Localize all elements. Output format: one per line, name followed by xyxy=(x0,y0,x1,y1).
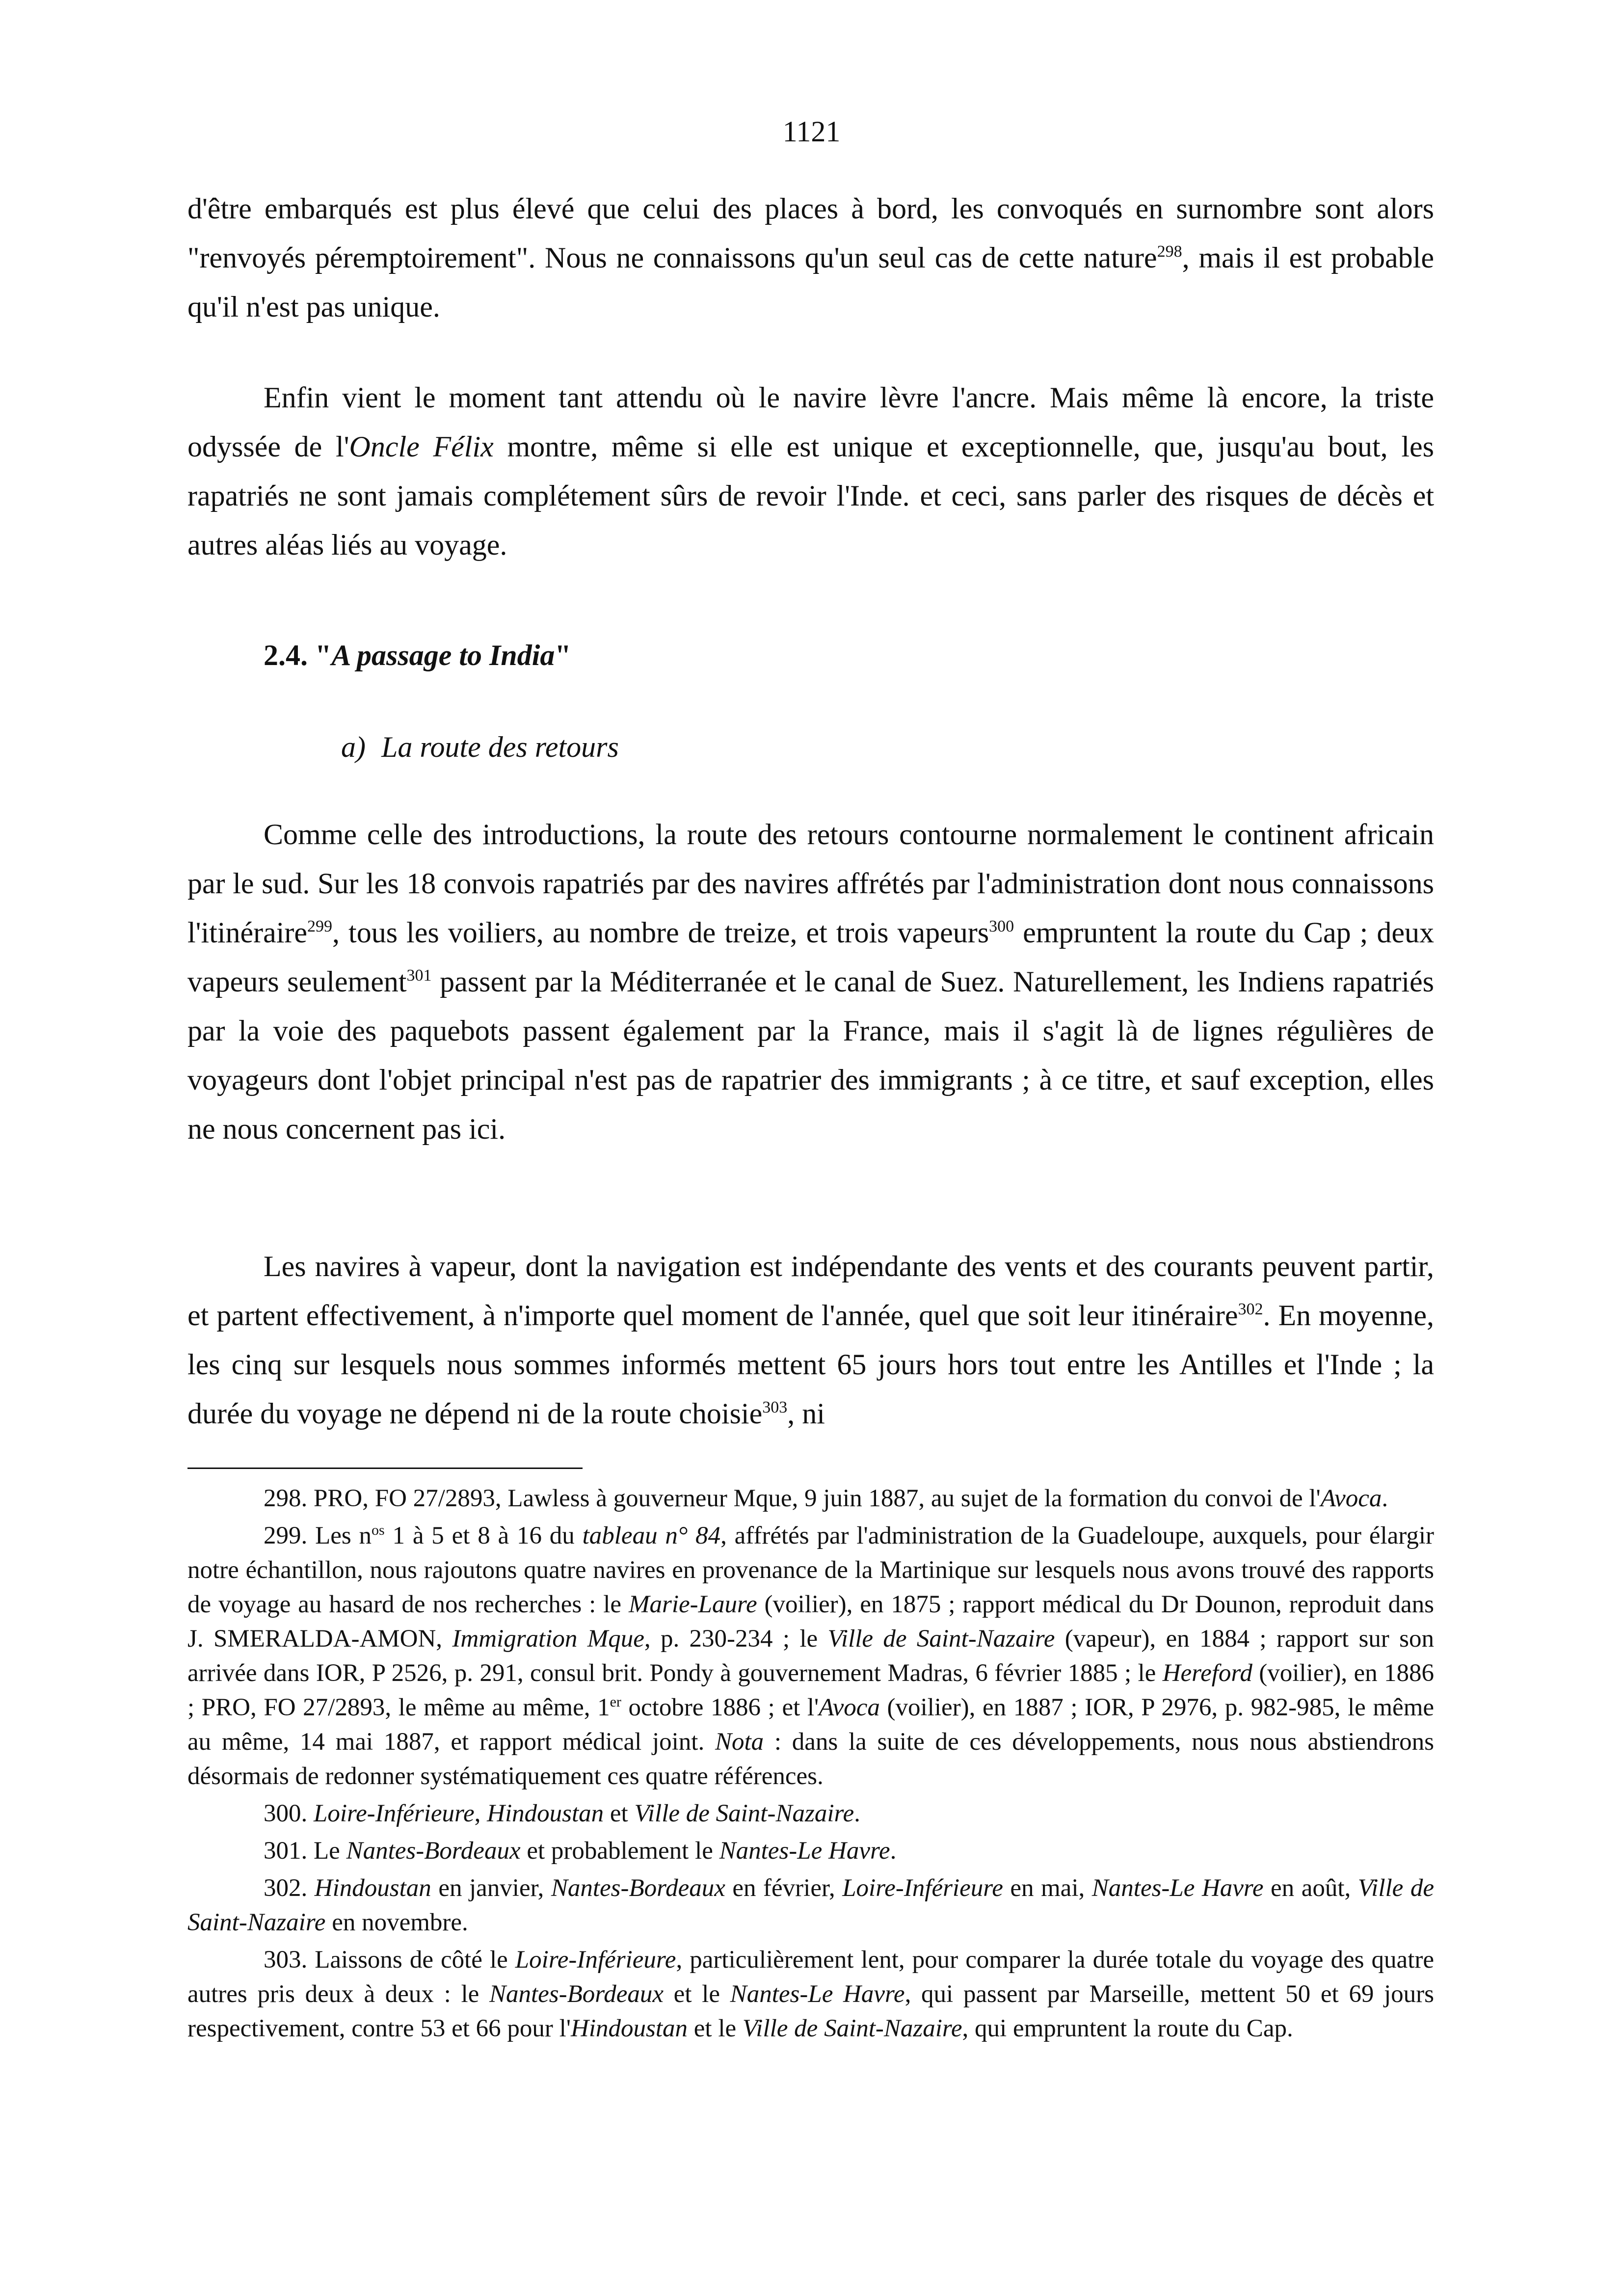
footnote-300 xyxy=(187,1796,1434,1831)
text-run: et le xyxy=(664,1980,730,2008)
ship-name: Ville de Saint-Nazaire xyxy=(827,1625,1055,1653)
text-run: Les navires à vapeur, dont la navigation est indépendante des vents et des courants peuvent partir, et partent effectivement, à n'importe quel moment de l'année, quel que soit leur itinéraire xyxy=(187,1250,1434,1332)
book-title: Immigration Mque xyxy=(452,1625,644,1653)
text-run: Comme celle des introductions, la route des retours contourne normalement le continent africain par le sud. Sur les 18 convois rapatriés par des navires affrétés par l'administration dont nous connaissons l'itinéraire xyxy=(187,818,1434,949)
ship-name: Hindoustan xyxy=(571,2015,688,2042)
text-run: 301. Le xyxy=(264,1837,346,1865)
text-run: (voilier), en 1875 ; rapport médical du Dr Dounon, reproduit dans J. SMERALDA-AMON, xyxy=(187,1591,1434,1653)
text-run: passent par la Méditerranée et le canal de Suez. Naturellement, les Indiens rapatriés par la voie des paquebots passent également par la France, mais il s'agit là de lignes régulières de voyageurs dont l'objet principal n'est pas de rapatrier des immigrants ; à ce titre, et sauf exception, elles ne nous concernent pas ici. xyxy=(187,965,1435,1145)
text-run: . En moyenne, les cinq sur lesquels nous sommes informés mettent 65 jours hors tout entre les Antilles et l'Inde ; la durée du voyage ne dépend ni de la route choisie xyxy=(187,1299,1434,1430)
footnote-ref-300[interactable]: 300 xyxy=(989,917,1014,935)
text-run: . xyxy=(1382,1485,1388,1512)
text-run: 303. Laissons de côté le xyxy=(264,1946,515,1974)
text-run: en janvier, xyxy=(431,1874,551,1902)
text-run: , xyxy=(474,1800,487,1827)
paragraph-navires xyxy=(187,1242,1434,1438)
text-run: , p. 230-234 ; le xyxy=(644,1625,828,1653)
text-run: en août, xyxy=(1263,1874,1358,1902)
ship-name: Ville de Saint-Nazaire xyxy=(742,2015,962,2042)
ship-name: Nantes-Bordeaux xyxy=(346,1837,521,1865)
text-run: d'être embarqués est plus élevé que celui des places à bord, les convoqués en surnombre sont alors "renvoyés péremptoirement". Nous ne connaissons qu'un seul cas de cette nature xyxy=(187,192,1434,274)
text-run: octobre 1886 ; et l' xyxy=(621,1694,819,1721)
ship-name: Nantes-Le Havre xyxy=(730,1980,905,2008)
paragraph-enfin xyxy=(187,373,1434,569)
paragraph-comme xyxy=(187,810,1434,1153)
text-run: 299. Les n xyxy=(264,1522,372,1549)
text-run: et le xyxy=(688,2015,743,2042)
ship-name: Nantes-Le Havre xyxy=(1091,1874,1264,1902)
text-run: empruntent la route du Cap ; deux vapeurs seulement xyxy=(187,916,1434,998)
footnote-ref-298[interactable]: 298 xyxy=(1157,242,1182,261)
table-reference: tableau n° 84 xyxy=(582,1522,721,1549)
text-run: (vapeur), en 1884 ; rapport sur son arrivée dans IOR, P 2526, p. 291, consul brit. Pondy à gouvernement Madras, 6 février 1885 ; le xyxy=(187,1625,1434,1687)
ship-name: Hereford xyxy=(1162,1659,1252,1687)
footnote-ref-303[interactable]: 303 xyxy=(762,1398,788,1416)
ship-name: Hindoustan xyxy=(487,1800,604,1827)
page-number: 1121 xyxy=(782,115,841,148)
subsection-label: a) xyxy=(341,731,366,763)
text-run: , particulièrement lent, pour comparer la durée totale du voyage des quatre autres pris deux à deux : le xyxy=(187,1946,1434,2008)
ship-name: Marie-Laure xyxy=(629,1591,757,1618)
text-run: (voilier), en 1886 ; PRO, FO 27/2893, le même au même, 1 xyxy=(187,1659,1434,1721)
ship-name: Loire-Inférieure xyxy=(842,1874,1003,1902)
ship-name: Nantes-Le Havre xyxy=(719,1837,890,1865)
footnote-298 xyxy=(187,1481,1434,1516)
text-run: 302. xyxy=(264,1874,315,1902)
text-run: 298. PRO, FO 27/2893, Lawless à gouverneur Mque, 9 juin 1887, au sujet de la formation du convoi de l' xyxy=(264,1485,1321,1512)
text-run: (voilier), en 1887 ; IOR, P 2976, p. 982-985, le même au même, 14 mai 1887, et rapport médical joint. xyxy=(187,1694,1434,1756)
ship-name: Avoca xyxy=(1320,1485,1382,1512)
nota-label: Nota xyxy=(715,1728,764,1756)
footnote-301 xyxy=(187,1834,1434,1868)
text-run: en février, xyxy=(725,1874,843,1902)
ship-name: Nantes-Bordeaux xyxy=(489,1980,664,2008)
quote-open: " xyxy=(315,639,332,671)
ship-name: Ville de Saint-Nazaire xyxy=(634,1800,854,1827)
ship-name: Ville de Saint-Nazaire xyxy=(187,1874,1434,1936)
footnote-299 xyxy=(187,1519,1434,1793)
ship-name: Oncle Félix xyxy=(349,430,494,463)
text-run: Enfin vient le moment tant attendu où le navire lèvre l'ancre. Mais même là encore, la triste odyssée de l' xyxy=(187,381,1434,463)
section-number: 2.4. xyxy=(264,639,308,671)
text-run: , qui empruntent la route du Cap. xyxy=(962,2015,1293,2042)
footnote-ref-302[interactable]: 302 xyxy=(1238,1300,1263,1318)
text-run: et xyxy=(604,1800,635,1827)
footnote-separator xyxy=(187,1468,583,1469)
ship-name: Hindoustan xyxy=(314,1874,431,1902)
quote-close: " xyxy=(555,639,571,671)
superscript: os xyxy=(372,1522,385,1538)
text-run: , tous les voiliers, au nombre de treize, et trois vapeurs xyxy=(332,916,989,949)
subsection-title: La route des retours xyxy=(381,731,619,763)
footnote-ref-299[interactable]: 299 xyxy=(307,917,333,935)
footnote-ref-301[interactable]: 301 xyxy=(406,966,432,985)
footnote-302 xyxy=(187,1871,1434,1940)
section-heading xyxy=(264,641,571,670)
text-run: : dans la suite de ces développements, nous nous abstiendrons désormais de redonner systématiquement ces quatre références. xyxy=(187,1728,1434,1790)
subsection-heading xyxy=(341,732,619,762)
footnote-303 xyxy=(187,1943,1434,2046)
text-run: . xyxy=(890,1837,897,1865)
text-run: , qui passent par Marseille, mettent 50 et 69 jours respectivement, contre 53 et 66 pour l' xyxy=(187,1980,1435,2042)
text-run: , affrétés par l'administration de la Guadeloupe, auxquels, pour élargir notre échantillon, nous rajoutons quatre navires en provenance de la Martinique sur lesquels nous avons trouvé des rapports de voyage au hasard de nos recherches : le xyxy=(187,1522,1434,1618)
text-run: en mai, xyxy=(1003,1874,1092,1902)
text-run: 300. xyxy=(264,1800,314,1827)
paragraph-top xyxy=(187,184,1434,331)
ship-name: Loire-Inférieure xyxy=(515,1946,676,1974)
section-title: A passage to India xyxy=(331,639,555,671)
ship-name: Avoca xyxy=(819,1694,880,1721)
ship-name: Nantes-Bordeaux xyxy=(551,1874,725,1902)
text-run: 1 à 5 et 8 à 16 du xyxy=(384,1522,583,1549)
text-run: . xyxy=(854,1800,860,1827)
ship-name: Loire-Inférieure xyxy=(314,1800,475,1827)
text-run: en novembre. xyxy=(325,1909,468,1936)
text-run: , ni xyxy=(787,1397,825,1430)
text-run: , mais il est probable qu'il n'est pas unique. xyxy=(187,241,1434,323)
footnotes xyxy=(187,1481,1434,2049)
superscript: er xyxy=(610,1694,621,1710)
text-run: montre, même si elle est unique et exceptionnelle, que, jusqu'au bout, les rapatriés ne sont jamais complétement sûrs de revoir l'Inde. et ceci, sans parler des risques de décès et autres aléas liés au voyage. xyxy=(187,430,1435,561)
text-run: et probablement le xyxy=(520,1837,719,1865)
